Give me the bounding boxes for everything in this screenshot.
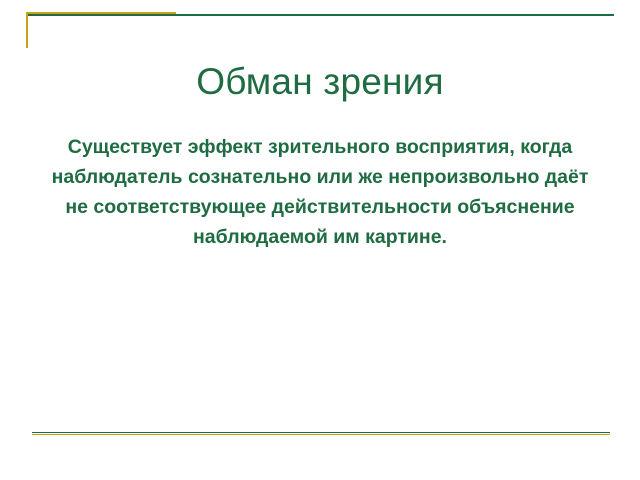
- body-paragraph: Существует эффект зрительного восприятия, когда наблюдатель сознательно или же непроизвольно даёт не соответствующее действительности объяснение наблюдаемой им картине.: [51, 135, 589, 248]
- page-title: Обман зрения: [196, 60, 444, 102]
- top-gold-accent: [26, 12, 176, 14]
- top-green-rule: [26, 14, 614, 16]
- bottom-green-rule: [32, 432, 610, 433]
- left-gold-accent: [26, 14, 28, 48]
- bottom-gold-accent: [32, 434, 610, 435]
